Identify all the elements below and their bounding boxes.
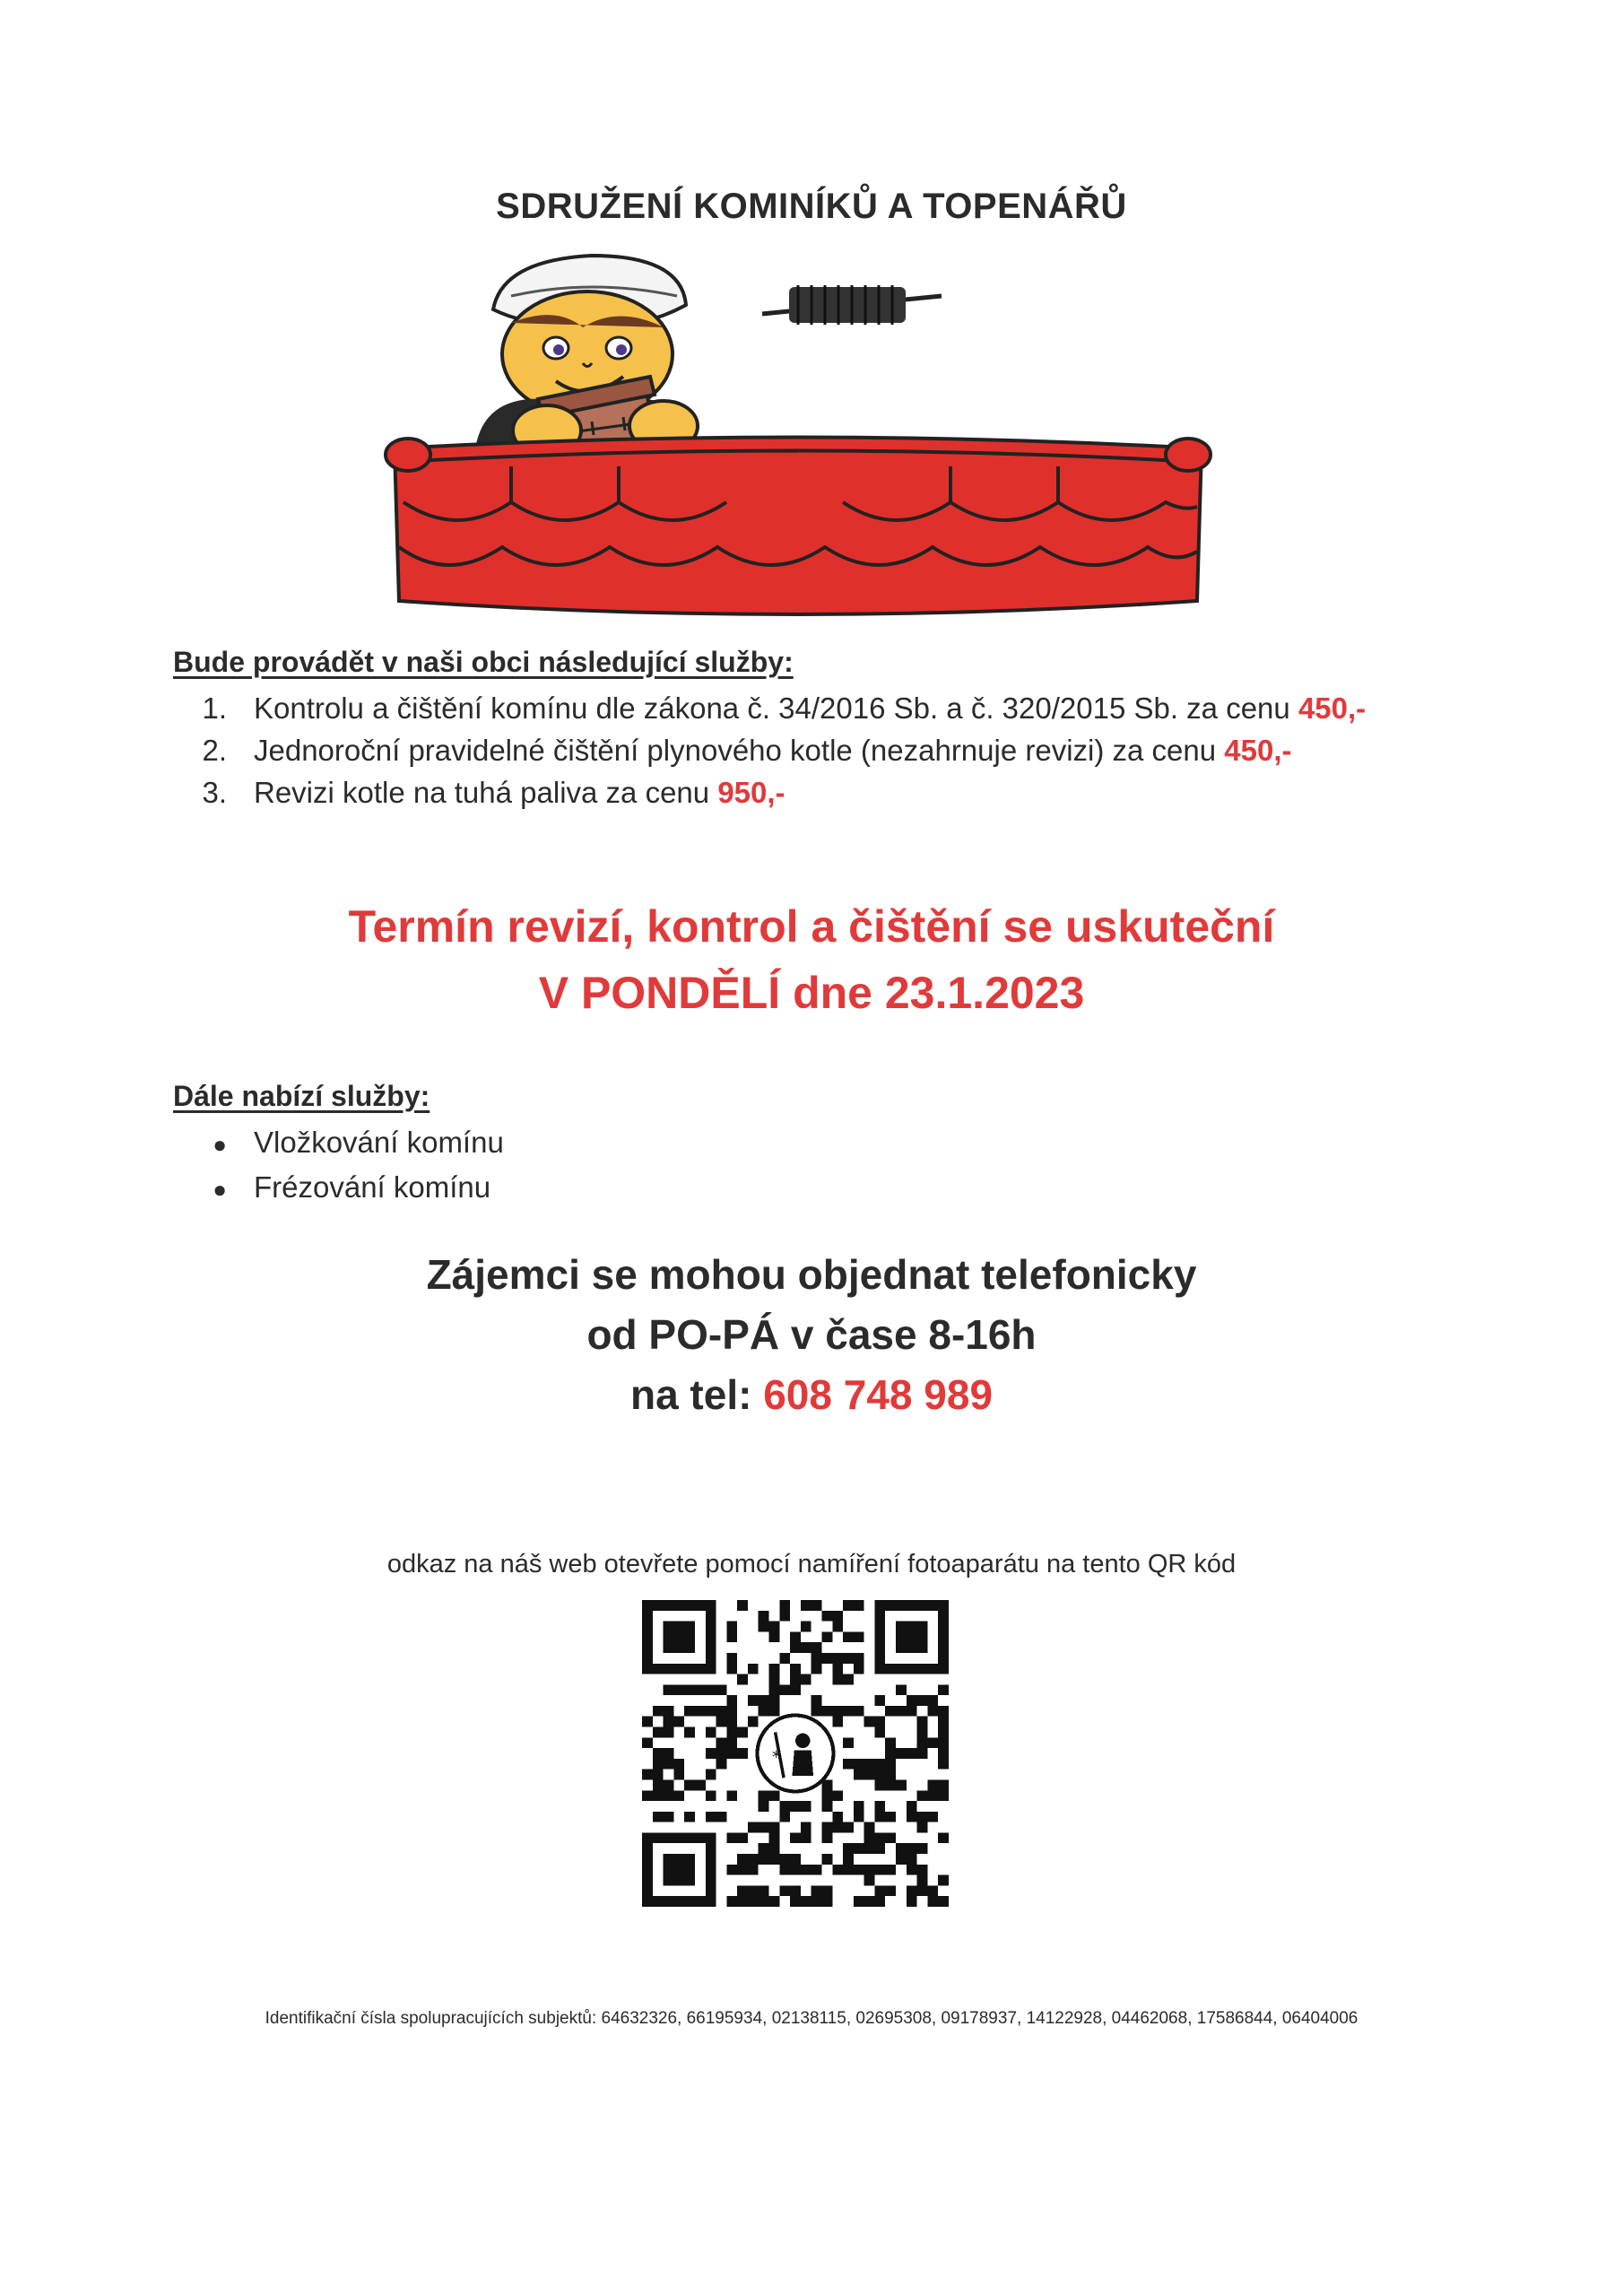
qr-module bbox=[716, 1706, 727, 1717]
qr-module bbox=[716, 1759, 727, 1770]
qr-module bbox=[642, 1790, 653, 1801]
list-item: ● Vložkování komínu bbox=[173, 1121, 504, 1166]
qr-module bbox=[748, 1664, 759, 1674]
qr-module bbox=[874, 1717, 885, 1727]
qr-module bbox=[769, 1674, 780, 1685]
qr-module bbox=[864, 1843, 875, 1854]
qr-module bbox=[843, 1737, 854, 1748]
qr-module bbox=[790, 1801, 801, 1812]
qr-module bbox=[938, 1727, 949, 1738]
qr-module bbox=[790, 1664, 801, 1674]
qr-module bbox=[874, 1865, 885, 1875]
price: 450,- bbox=[1298, 691, 1367, 725]
qr-module bbox=[673, 1790, 684, 1801]
qr-module bbox=[790, 1832, 801, 1843]
qr-module bbox=[938, 1790, 949, 1801]
qr-module bbox=[896, 1748, 907, 1759]
qr-module bbox=[653, 1759, 664, 1770]
services-heading: Bude provádět v naši obci následující služby: bbox=[173, 646, 794, 678]
qr-module bbox=[653, 1748, 664, 1759]
qr-module bbox=[726, 1706, 737, 1717]
qr-module bbox=[907, 1865, 917, 1875]
chimney-sweep-illustration bbox=[377, 242, 1219, 628]
qr-module bbox=[864, 1832, 875, 1843]
qr-module bbox=[907, 1885, 917, 1896]
price: 450,- bbox=[1224, 734, 1292, 767]
qr-module bbox=[801, 1801, 812, 1812]
qr-module bbox=[938, 1832, 949, 1843]
qr-module bbox=[938, 1737, 949, 1748]
qr-module bbox=[748, 1865, 759, 1875]
qr-module bbox=[938, 1896, 949, 1907]
qr-module bbox=[917, 1865, 928, 1875]
qr-module bbox=[896, 1779, 907, 1790]
qr-module bbox=[812, 1695, 822, 1706]
qr-module bbox=[821, 1896, 832, 1907]
qr-module bbox=[832, 1622, 843, 1632]
qr-module bbox=[790, 1674, 801, 1685]
qr-module bbox=[907, 1854, 917, 1865]
qr-module bbox=[917, 1737, 928, 1748]
qr-module bbox=[653, 1770, 664, 1780]
qr-module bbox=[843, 1843, 854, 1854]
qr-module bbox=[927, 1896, 938, 1907]
qr-module bbox=[759, 1622, 769, 1632]
qr-module bbox=[769, 1622, 780, 1632]
bullet-icon: ● bbox=[213, 1131, 227, 1158]
qr-module bbox=[664, 1748, 674, 1759]
qr-module bbox=[726, 1695, 737, 1706]
qr-module bbox=[874, 1832, 885, 1843]
qr-module bbox=[684, 1812, 695, 1822]
svg-text:*: * bbox=[772, 1747, 781, 1768]
qr-module bbox=[917, 1812, 928, 1822]
qr-module bbox=[832, 1865, 843, 1875]
qr-module bbox=[726, 1832, 737, 1843]
qr-module bbox=[673, 1770, 684, 1780]
qr-module bbox=[737, 1600, 748, 1611]
qr-module bbox=[843, 1631, 854, 1642]
qr-module bbox=[748, 1854, 759, 1865]
qr-module bbox=[737, 1832, 748, 1843]
contact-line-1: Zájemci se mohou objednat telefonicky bbox=[426, 1251, 1197, 1298]
qr-module bbox=[684, 1779, 695, 1790]
qr-module bbox=[927, 1779, 938, 1790]
qr-module bbox=[769, 1843, 780, 1854]
qr-module bbox=[759, 1843, 769, 1854]
qr-module bbox=[664, 1779, 674, 1790]
qr-module bbox=[917, 1695, 928, 1706]
qr-module bbox=[716, 1812, 727, 1822]
qr-module bbox=[874, 1759, 885, 1770]
qr-module bbox=[927, 1790, 938, 1801]
qr-module bbox=[843, 1854, 854, 1865]
qr-module bbox=[769, 1832, 780, 1843]
qr-module bbox=[769, 1695, 780, 1706]
qr-module bbox=[779, 1600, 790, 1611]
chimney-sweep-logo-icon bbox=[758, 1716, 834, 1792]
qr-module bbox=[885, 1737, 896, 1748]
qr-module bbox=[726, 1737, 737, 1748]
qr-module bbox=[664, 1684, 674, 1695]
qr-module bbox=[874, 1801, 885, 1812]
qr-module bbox=[759, 1706, 769, 1717]
qr-module bbox=[790, 1684, 801, 1695]
qr-module bbox=[716, 1737, 727, 1748]
qr-module bbox=[927, 1706, 938, 1717]
qr-module bbox=[737, 1854, 748, 1865]
price: 950,- bbox=[717, 776, 785, 809]
qr-module bbox=[832, 1611, 843, 1622]
qr-module bbox=[874, 1885, 885, 1896]
qr-module bbox=[790, 1642, 801, 1653]
qr-module bbox=[843, 1822, 854, 1833]
qr-module bbox=[854, 1653, 864, 1664]
qr-module bbox=[938, 1748, 949, 1759]
qr-module bbox=[664, 1759, 674, 1770]
qr-module bbox=[885, 1812, 896, 1822]
contact-line-3: na tel: 608 748 989 bbox=[629, 1371, 994, 1418]
qr-module bbox=[726, 1865, 737, 1875]
qr-module bbox=[907, 1843, 917, 1854]
qr-module bbox=[812, 1642, 822, 1653]
qr-module bbox=[706, 1706, 716, 1717]
qr-module bbox=[748, 1885, 759, 1896]
qr-module bbox=[885, 1759, 896, 1770]
qr-module bbox=[821, 1822, 832, 1833]
qr-module bbox=[801, 1822, 812, 1833]
qr-module bbox=[801, 1642, 812, 1653]
services-list bbox=[173, 687, 1366, 813]
qr-module bbox=[684, 1727, 695, 1738]
qr-module bbox=[917, 1843, 928, 1854]
qr-module bbox=[779, 1684, 790, 1695]
qr-module bbox=[896, 1843, 907, 1854]
qr-module bbox=[653, 1727, 664, 1738]
qr-module bbox=[864, 1717, 875, 1727]
qr-module bbox=[716, 1717, 727, 1727]
extra-services-heading: Dále nabízí služby: bbox=[173, 1080, 430, 1112]
list-item: 3. Revizi kotle na tuhá paliva za cenu 950,- bbox=[202, 776, 785, 809]
qr-module bbox=[706, 1748, 716, 1759]
qr-module bbox=[737, 1885, 748, 1896]
qr-module bbox=[790, 1885, 801, 1896]
qr-module bbox=[874, 1770, 885, 1780]
announcement-line-2: V PONDĚLÍ dne 23.1.2023 bbox=[538, 968, 1085, 1018]
qr-module bbox=[706, 1770, 716, 1780]
qr-module bbox=[748, 1695, 759, 1706]
qr-module bbox=[938, 1717, 949, 1727]
qr-module bbox=[938, 1706, 949, 1717]
list-item: ● Frézování komínu bbox=[173, 1166, 504, 1211]
qr-module bbox=[812, 1896, 822, 1907]
qr-module bbox=[759, 1885, 769, 1896]
qr-module bbox=[684, 1684, 695, 1695]
announcement bbox=[0, 893, 1623, 1026]
qr-module bbox=[801, 1622, 812, 1632]
qr-module bbox=[843, 1600, 854, 1611]
qr-module bbox=[706, 1790, 716, 1801]
qr-module bbox=[938, 1759, 949, 1770]
list-item: 1. Kontrolu a čištění komínu dle zákona č. 34/2016 Sb. a č. 320/2015 Sb. za cenu 450,- bbox=[202, 691, 1367, 725]
qr-module bbox=[695, 1779, 706, 1790]
qr-module bbox=[664, 1812, 674, 1822]
qr-module bbox=[653, 1812, 664, 1822]
qr-module bbox=[907, 1896, 917, 1907]
qr-module bbox=[854, 1801, 864, 1812]
qr-module bbox=[821, 1631, 832, 1642]
qr-module bbox=[779, 1812, 790, 1822]
qr-module bbox=[684, 1706, 695, 1717]
qr-module bbox=[801, 1674, 812, 1685]
qr-module bbox=[821, 1801, 832, 1812]
qr-module bbox=[907, 1706, 917, 1717]
qr-module bbox=[642, 1717, 653, 1727]
qr-module bbox=[821, 1706, 832, 1717]
contact-line-2: od PO-PÁ v čase 8-16h bbox=[586, 1311, 1037, 1358]
qr-module bbox=[726, 1790, 737, 1801]
qr-module bbox=[726, 1748, 737, 1759]
qr-module bbox=[854, 1865, 864, 1875]
qr-module bbox=[917, 1727, 928, 1738]
qr-module bbox=[737, 1896, 748, 1907]
list-item: 2. Jednoroční pravidelné čištění plynového kotle (nezahrnuje revizi) za cenu 450,- bbox=[202, 734, 1292, 767]
qr-module bbox=[673, 1759, 684, 1770]
qr-module bbox=[854, 1600, 864, 1611]
qr-module bbox=[769, 1684, 780, 1695]
qr-module bbox=[769, 1706, 780, 1717]
bullet-icon: ● bbox=[213, 1176, 227, 1203]
qr-module bbox=[759, 1801, 769, 1812]
qr-module bbox=[864, 1896, 875, 1907]
qr-module bbox=[726, 1717, 737, 1727]
qr-module bbox=[874, 1779, 885, 1790]
qr-module bbox=[843, 1759, 854, 1770]
qr-module bbox=[821, 1832, 832, 1843]
qr-module bbox=[843, 1865, 854, 1875]
qr-module bbox=[664, 1706, 674, 1717]
qr-module bbox=[821, 1885, 832, 1896]
qr-module bbox=[779, 1611, 790, 1622]
qr-module bbox=[790, 1896, 801, 1907]
qr-module bbox=[769, 1790, 780, 1801]
page-title: SDRUŽENÍ KOMINÍKŮ A TOPENÁŘŮ bbox=[496, 187, 1127, 226]
qr-module bbox=[854, 1706, 864, 1717]
qr-module bbox=[885, 1770, 896, 1780]
qr-module bbox=[790, 1865, 801, 1875]
extra-services-list bbox=[173, 1121, 504, 1211]
qr-module bbox=[917, 1748, 928, 1759]
qr-module bbox=[832, 1812, 843, 1822]
qr-module bbox=[642, 1737, 653, 1748]
qr-module bbox=[821, 1653, 832, 1664]
qr-module bbox=[917, 1717, 928, 1727]
qr-module bbox=[653, 1779, 664, 1790]
qr-module bbox=[726, 1896, 737, 1907]
chimney-brush-icon bbox=[762, 285, 942, 325]
qr-module bbox=[726, 1631, 737, 1642]
qr-module bbox=[726, 1622, 737, 1632]
qr-module bbox=[769, 1896, 780, 1907]
qr-module bbox=[759, 1822, 769, 1833]
qr-module bbox=[874, 1727, 885, 1738]
qr-module bbox=[653, 1706, 664, 1717]
qr-module bbox=[854, 1843, 864, 1854]
qr-module bbox=[779, 1801, 790, 1812]
qr-module bbox=[812, 1600, 822, 1611]
qr-module bbox=[812, 1664, 822, 1674]
qr-module bbox=[759, 1790, 769, 1801]
announcement-line-1: Termín revizí, kontrol a čištění se uskuteční bbox=[348, 901, 1275, 952]
qr-module bbox=[664, 1790, 674, 1801]
qr-module bbox=[779, 1653, 790, 1664]
qr-module bbox=[748, 1896, 759, 1907]
qr-module bbox=[726, 1664, 737, 1674]
qr-module bbox=[779, 1865, 790, 1875]
qr-module bbox=[885, 1865, 896, 1875]
qr-module bbox=[812, 1706, 822, 1717]
qr-module bbox=[706, 1684, 716, 1695]
qr-module bbox=[779, 1885, 790, 1896]
qr-module bbox=[695, 1684, 706, 1695]
roof-tiles bbox=[386, 438, 1211, 615]
qr-module bbox=[801, 1896, 812, 1907]
qr-module bbox=[885, 1779, 896, 1790]
qr-module bbox=[874, 1812, 885, 1822]
qr-module bbox=[832, 1664, 843, 1674]
qr-module bbox=[896, 1706, 907, 1717]
contact-block bbox=[0, 1245, 1623, 1425]
qr-module bbox=[812, 1885, 822, 1896]
qr-module bbox=[917, 1790, 928, 1801]
qr-module bbox=[854, 1664, 864, 1674]
qr-module bbox=[726, 1727, 737, 1738]
qr-module bbox=[673, 1684, 684, 1695]
qr-module bbox=[854, 1896, 864, 1907]
qr-module bbox=[917, 1822, 928, 1833]
qr-module bbox=[874, 1695, 885, 1706]
qr-module bbox=[673, 1717, 684, 1727]
qr-module bbox=[716, 1684, 727, 1695]
qr-module bbox=[938, 1684, 949, 1695]
qr-module bbox=[843, 1706, 854, 1717]
qr-module bbox=[927, 1885, 938, 1896]
qr-module bbox=[801, 1832, 812, 1843]
qr-module bbox=[874, 1896, 885, 1907]
qr-module bbox=[907, 1801, 917, 1812]
qr-module bbox=[769, 1664, 780, 1674]
qr-module bbox=[769, 1854, 780, 1865]
qr-module bbox=[864, 1875, 875, 1886]
qr-module bbox=[832, 1706, 843, 1717]
qr-module bbox=[812, 1653, 822, 1664]
qr-module bbox=[885, 1748, 896, 1759]
qr-module bbox=[907, 1695, 917, 1706]
qr-module bbox=[801, 1865, 812, 1875]
qr-module bbox=[864, 1822, 875, 1833]
qr-module bbox=[907, 1812, 917, 1822]
qr-module bbox=[653, 1790, 664, 1801]
qr-module bbox=[864, 1865, 875, 1875]
qr-module bbox=[864, 1759, 875, 1770]
qr-module bbox=[832, 1653, 843, 1664]
qr-module bbox=[748, 1717, 759, 1727]
qr-module bbox=[938, 1779, 949, 1790]
qr-module bbox=[896, 1684, 907, 1695]
qr-module bbox=[759, 1611, 769, 1622]
qr-module bbox=[843, 1674, 854, 1685]
qr-module bbox=[832, 1822, 843, 1833]
qr-module bbox=[885, 1832, 896, 1843]
qr-module bbox=[726, 1653, 737, 1664]
qr-module bbox=[854, 1770, 864, 1780]
qr-caption: odkaz na náš web otevřete pomocí namíření fotoaparátu na tento QR kód bbox=[386, 1550, 1237, 1578]
qr-module bbox=[769, 1822, 780, 1833]
qr-module bbox=[695, 1706, 706, 1717]
qr-module bbox=[769, 1631, 780, 1642]
qr-module bbox=[716, 1748, 727, 1759]
qr-module bbox=[854, 1631, 864, 1642]
qr-module bbox=[706, 1727, 716, 1738]
qr-module bbox=[907, 1748, 917, 1759]
qr-module bbox=[917, 1875, 928, 1886]
qr-module bbox=[759, 1695, 769, 1706]
qr-module bbox=[854, 1759, 864, 1770]
qr-module bbox=[821, 1790, 832, 1801]
qr-module bbox=[779, 1854, 790, 1865]
qr-module bbox=[759, 1896, 769, 1907]
qr-module bbox=[927, 1812, 938, 1822]
qr-module bbox=[917, 1885, 928, 1896]
qr-module bbox=[927, 1695, 938, 1706]
qr-module bbox=[748, 1822, 759, 1833]
qr-module bbox=[832, 1790, 843, 1801]
footer-ids: Identifikační čísla spolupracujících subjektů: 64632326, 66195934, 02138115, 02695308, 09178937, 14122928, 04462068, 17586844, 06404006 bbox=[265, 2009, 1358, 2028]
qr-code[interactable] bbox=[642, 1600, 949, 1907]
qr-module bbox=[843, 1653, 854, 1664]
qr-module bbox=[706, 1812, 716, 1822]
qr-module bbox=[854, 1812, 864, 1822]
qr-module bbox=[832, 1674, 843, 1685]
qr-module bbox=[832, 1717, 843, 1727]
qr-module bbox=[737, 1727, 748, 1738]
qr-module bbox=[801, 1600, 812, 1611]
qr-module bbox=[821, 1611, 832, 1622]
qr-module bbox=[927, 1737, 938, 1748]
qr-module bbox=[885, 1706, 896, 1717]
phone-number[interactable]: 608 748 989 bbox=[763, 1371, 994, 1418]
qr-module bbox=[642, 1770, 653, 1780]
qr-module bbox=[864, 1770, 875, 1780]
qr-module bbox=[821, 1854, 832, 1865]
qr-module bbox=[737, 1865, 748, 1875]
qr-module bbox=[885, 1885, 896, 1896]
qr-module bbox=[896, 1854, 907, 1865]
qr-module bbox=[737, 1748, 748, 1759]
qr-module bbox=[938, 1875, 949, 1886]
qr-module bbox=[664, 1727, 674, 1738]
qr-module bbox=[812, 1865, 822, 1875]
qr-module bbox=[664, 1717, 674, 1727]
qr-module bbox=[790, 1631, 801, 1642]
qr-module bbox=[759, 1854, 769, 1865]
qr-module bbox=[790, 1854, 801, 1865]
qr-module bbox=[737, 1674, 748, 1685]
qr-module bbox=[874, 1843, 885, 1854]
